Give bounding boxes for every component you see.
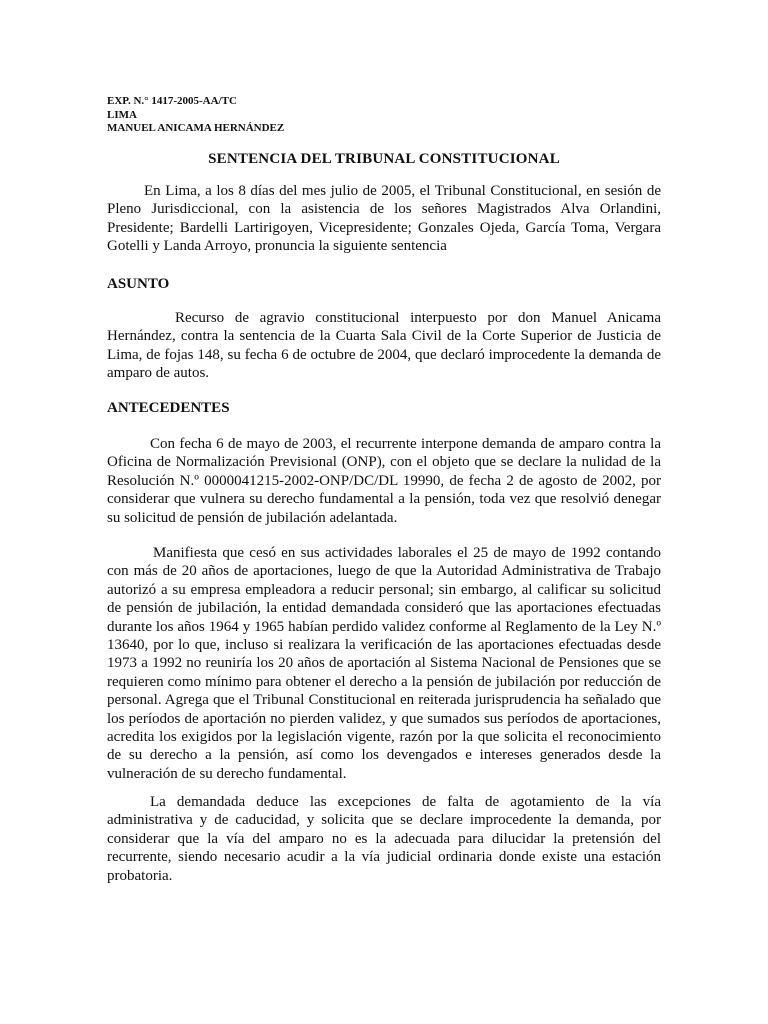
- case-number: EXP. N.° 1417-2005-AA/TC: [107, 95, 237, 107]
- case-party: MANUEL ANICAMA HERNÁNDEZ: [107, 122, 285, 134]
- antecedentes-paragraph-3: La demandada deduce las excepciones de falta de agotamiento de la vía administrativa y de caducidad, y solicita que se declare improcedente la demanda, por considerar que la vía del amparo no es la adecuada para dilucidar la pretensión del recurrente, siendo necesario acudir a la vía judicial ordinaria donde existe una estación probatoria.: [107, 794, 661, 884]
- antecedentes-heading: ANTECEDENTES: [107, 400, 230, 416]
- asunto-heading: ASUNTO: [107, 276, 170, 292]
- page-title: SENTENCIA DEL TRIBUNAL CONSTITUCIONAL: [208, 151, 560, 167]
- antecedentes-paragraph-2: Manifiesta que cesó en sus actividades laborales el 25 de mayo de 1992 contando con más de 20 años de aportaciones, luego de que la Autoridad Administrativa de Trabajo autorizó a su empresa empleadora a reducir personal; sin embargo, al calificar su solicitud de pensión de jubilación, la entidad demandada consideró que las aportaciones efectuadas durante los años 1964 y 1965 habían perdido validez conforme al Reglamento de la Ley N.º 13640, por lo que, incluso si realizara la verificación de las aportaciones efectuadas desde 1973 a 1992 no reuniría los 20 años de aportación al Sistema Nacional de Pensiones que se requieren como mínimo para obtener el derecho a la pensión de jubilación por reducción de personal. Agrega que el Tribunal Constitucional en reiterada jurisprudencia ha señalado que los períodos de aportación no pierden validez, y que sumados sus períodos de aportaciones, acredita los exigidos por la legislación vigente, razón por la que solicita el reconocimiento de su derecho a la pensión, así como los devengados e intereses generados desde la vulneración de su derecho fundamental.: [107, 545, 661, 782]
- case-header: [107, 95, 284, 136]
- asunto-paragraph: Recurso de agravio constitucional interpuesto por don Manuel Anicama Hernández, contra la sentencia de la Cuarta Sala Civil de la Corte Superior de Justicia de Lima, de fojas 148, su fecha 6 de octubre de 2004, que declaró improcedente la demanda de amparo de autos.: [107, 310, 661, 382]
- intro-paragraph: En Lima, a los 8 días del mes julio de 2005, el Tribunal Constitucional, en sesión de Pleno Jurisdiccional, con la asistencia de los señores Magistrados Alva Orlandini, Presidente; Bardelli Lartirigoyen, Vicepresidente; Gonzales Ojeda, García Toma, Vergara Gotelli y Landa Arroyo, pronuncia la siguiente sentencia: [107, 183, 661, 255]
- antecedentes-paragraph-1: Con fecha 6 de mayo de 2003, el recurrente interpone demanda de amparo contra la Oficina de Normalización Previsional (ONP), con el objeto que se declare la nulidad de la Resolución N.º 0000041215-2002-ONP/DC/DL 19990, de fecha 2 de agosto de 2002, por considerar que vulnera su derecho fundamental a la pensión, toda vez que resolvió denegar su solicitud de pensión de jubilación adelantada.: [107, 436, 661, 526]
- case-location: LIMA: [107, 108, 137, 121]
